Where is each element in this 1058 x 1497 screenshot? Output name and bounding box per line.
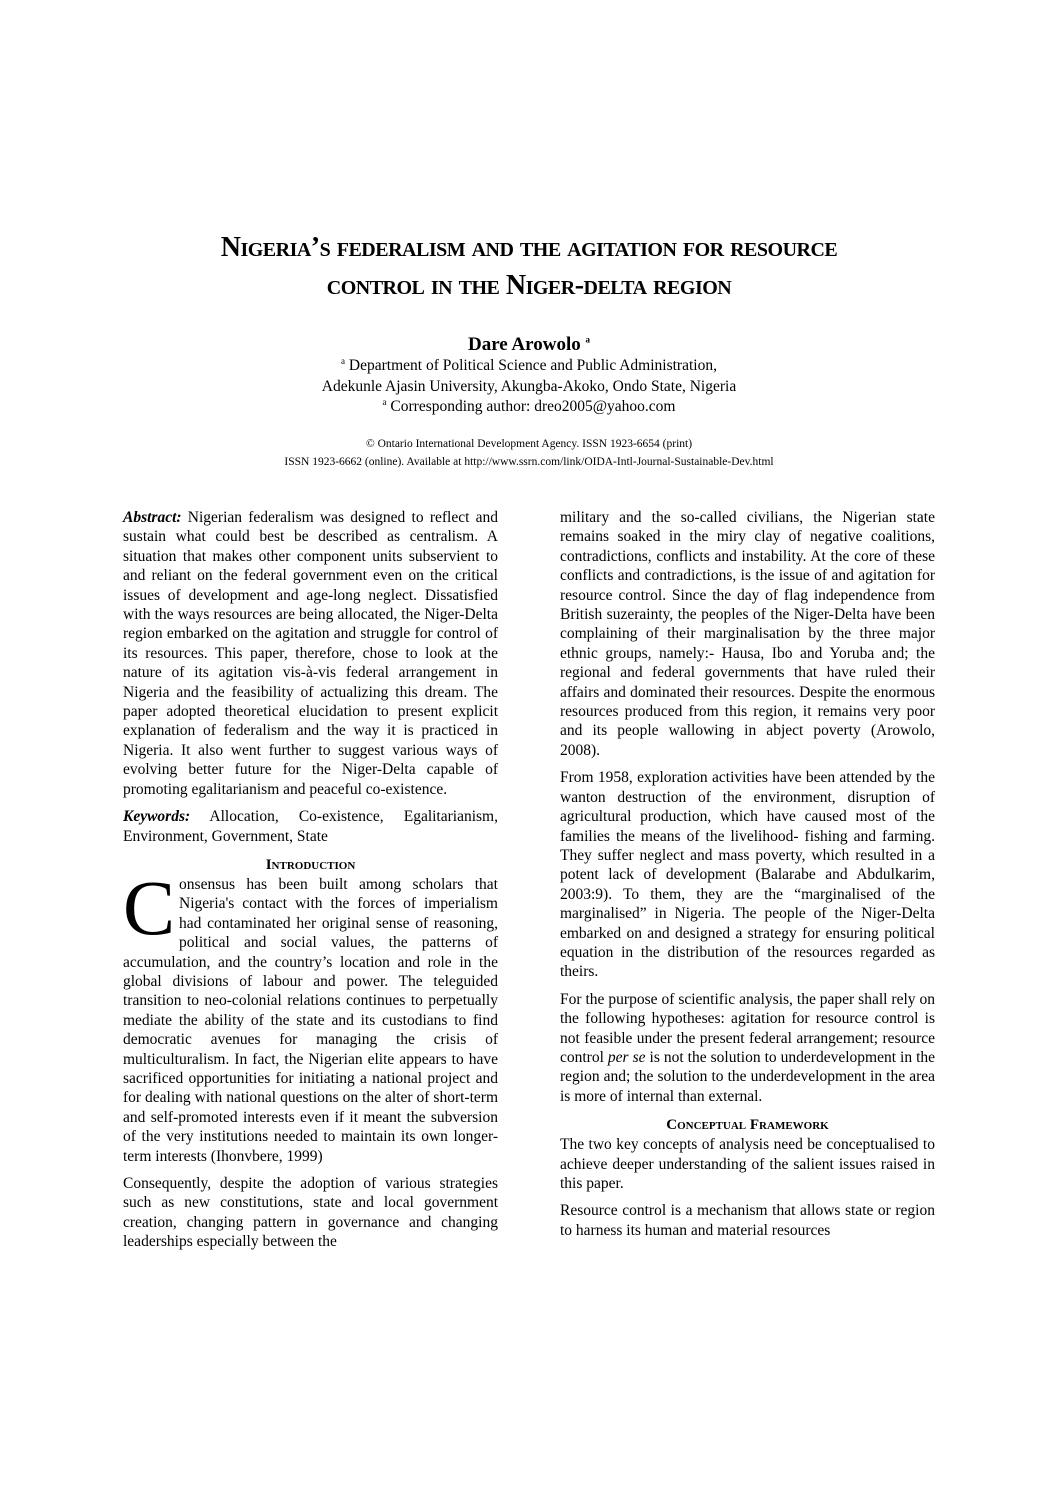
drop-cap: C (123, 863, 176, 951)
copyright-line-2: ISSN 1923-6662 (online). Available at http://www.ssrn.com/link/OIDA-Intl-Journal-Sustainable-Dev.html (284, 456, 774, 468)
corresponding-mark: a (382, 396, 387, 407)
affil-mark: a (341, 355, 346, 366)
introduction-heading: Introduction (265, 856, 356, 873)
corresponding-author (0, 397, 1058, 418)
author-name-text: Dare Arowolo (467, 334, 581, 355)
paper-title (100, 229, 958, 305)
per-se-italic: per se (607, 1048, 646, 1066)
title-line-1: Nigeria’s federalism and the agitation for resource (220, 232, 838, 263)
conceptual-paragraph-1: The two key concepts of analysis need be conceptualised to achieve deeper understanding of the salient issues raised in this paper. (560, 1136, 935, 1192)
introduction-paragraph-4 (560, 990, 935, 1106)
keywords-label: Keywords: (123, 808, 191, 826)
introduction-paragraph-2-continued: military and the so-called civilians, the Nigerian state remains soaked in the miry clay of negative coalitions, contradictions, conflicts and instability. At the core of these conflicts and contradictions, is the issue of and agitation for resource control. Since the day of flag independence from British suzerainty, the peoples of the Niger-Delta have been complaining of their marginalisation by the three major ethnic groups, namely:- Hausa, Ibo and Yoruba and; the regional and federal governments that have ruled their affairs and dominated their resources. Despite the enormous resources produced from this region, it remains very poor and its people wallowing in abject poverty (Arowolo, 2008). (560, 509, 935, 759)
affiliation-line-2: Adekunle Ajasin University, Akungba-Akoko, Ondo State, Nigeria (321, 377, 737, 395)
left-column (123, 508, 498, 1260)
copyright-line-1: © Ontario International Development Agency. ISSN 1923-6654 (print) (365, 438, 693, 450)
affiliation-dept: Department of Political Science and Public Administration, (348, 357, 717, 374)
abstract (123, 508, 498, 799)
author-affiliation (0, 356, 1058, 418)
conceptual-framework-heading: Conceptual Framework (666, 1117, 829, 1134)
introduction-p1-text: onsensus has been built among scholars that Nigeria's contact with the forces of imperialism had contaminated her original sense of reasoning, political and social values, the patterns of accumulation, and the country’s location and role in the global divisions of labour and power. The teleguided transition to neo-colonial relations continues to perpetually mediate the ability of the state and its custodians to find democratic avenues for managing the crisis of multiculturalism. In fact, the Nigerian elite appears to have sacrificed opportunities for initiating a national project and for dealing with national questions on the alter of short-term and self-promoted interests even if it meant the subversion of the very institutions needed to maintain its own longer-term interests (Ihonvbere, 1999) (123, 875, 498, 1165)
affiliation-line-1 (0, 356, 1058, 377)
conceptual-paragraph-2: Resource control is a mechanism that allows state or region to harness its human and material resources (560, 1202, 935, 1239)
hypotheses-text-a: For the purpose of scientific analysis, the paper shall rely on the following hypotheses: agitation for resource control is not feasible under the present federal arrangement; resource control (560, 990, 935, 1066)
keywords (123, 807, 498, 846)
hypotheses-text-b: is not the solution to underdevelopment in the region and; the solution to the underdevelopment in the area is more of internal than external. (560, 1048, 936, 1105)
right-column (560, 508, 935, 1248)
title-line-2: control in the Niger-delta region (326, 270, 732, 301)
keywords-text: Allocation, Co-existence, Egalitarianism, Environment, Government, State (123, 808, 498, 845)
abstract-label: Abstract: (123, 509, 182, 526)
introduction-paragraph-2-start: Consequently, despite the adoption of various strategies such as new constitutions, state and local government creation, changing pattern in governance and changing leaderships especially between the (123, 1175, 498, 1251)
corresponding-author-text: Corresponding author: dreo2005@yahoo.com (390, 398, 676, 415)
author-affil-mark: a (585, 334, 590, 345)
copyright-notice (0, 435, 1058, 471)
author-name (0, 333, 1058, 357)
introduction-paragraph-3: From 1958, exploration activities have been attended by the wanton destruction of the environment, disruption of agricultural production, which have caused most of the families the means of the livelihood- fishing and farming. They suffer neglect and mass poverty, which resulted in a potent lack of development (Balarabe and Abdulkarim, 2003:9). To them, they are the “marginalised of the marginalised” in Nigeria. The people of the Niger-Delta embarked on and designed a strategy for ensuring political equation in the distribution of the resources regarded as theirs. (560, 769, 935, 981)
abstract-text: Nigerian federalism was designed to reflect and sustain what could best be described as centralism. A situation that makes other component units subservient to and reliant on the federal government even on the critical issues of development and age-long neglect. Dissatisfied with the ways resources are being allocated, the Niger-Delta region embarked on the agitation and struggle for control of its resources. This paper, therefore, chose to look at the nature of its agitation vis-à-vis federal arrangement in Nigeria and the feasibility of actualizing this dream. The paper adopted theoretical elucidation to present explicit explanation of federalism and the way it is practiced in Nigeria. It also went further to suggest various ways of evolving better future for the Niger-Delta capable of promoting egalitarianism and peaceful co-existence. (123, 509, 498, 798)
